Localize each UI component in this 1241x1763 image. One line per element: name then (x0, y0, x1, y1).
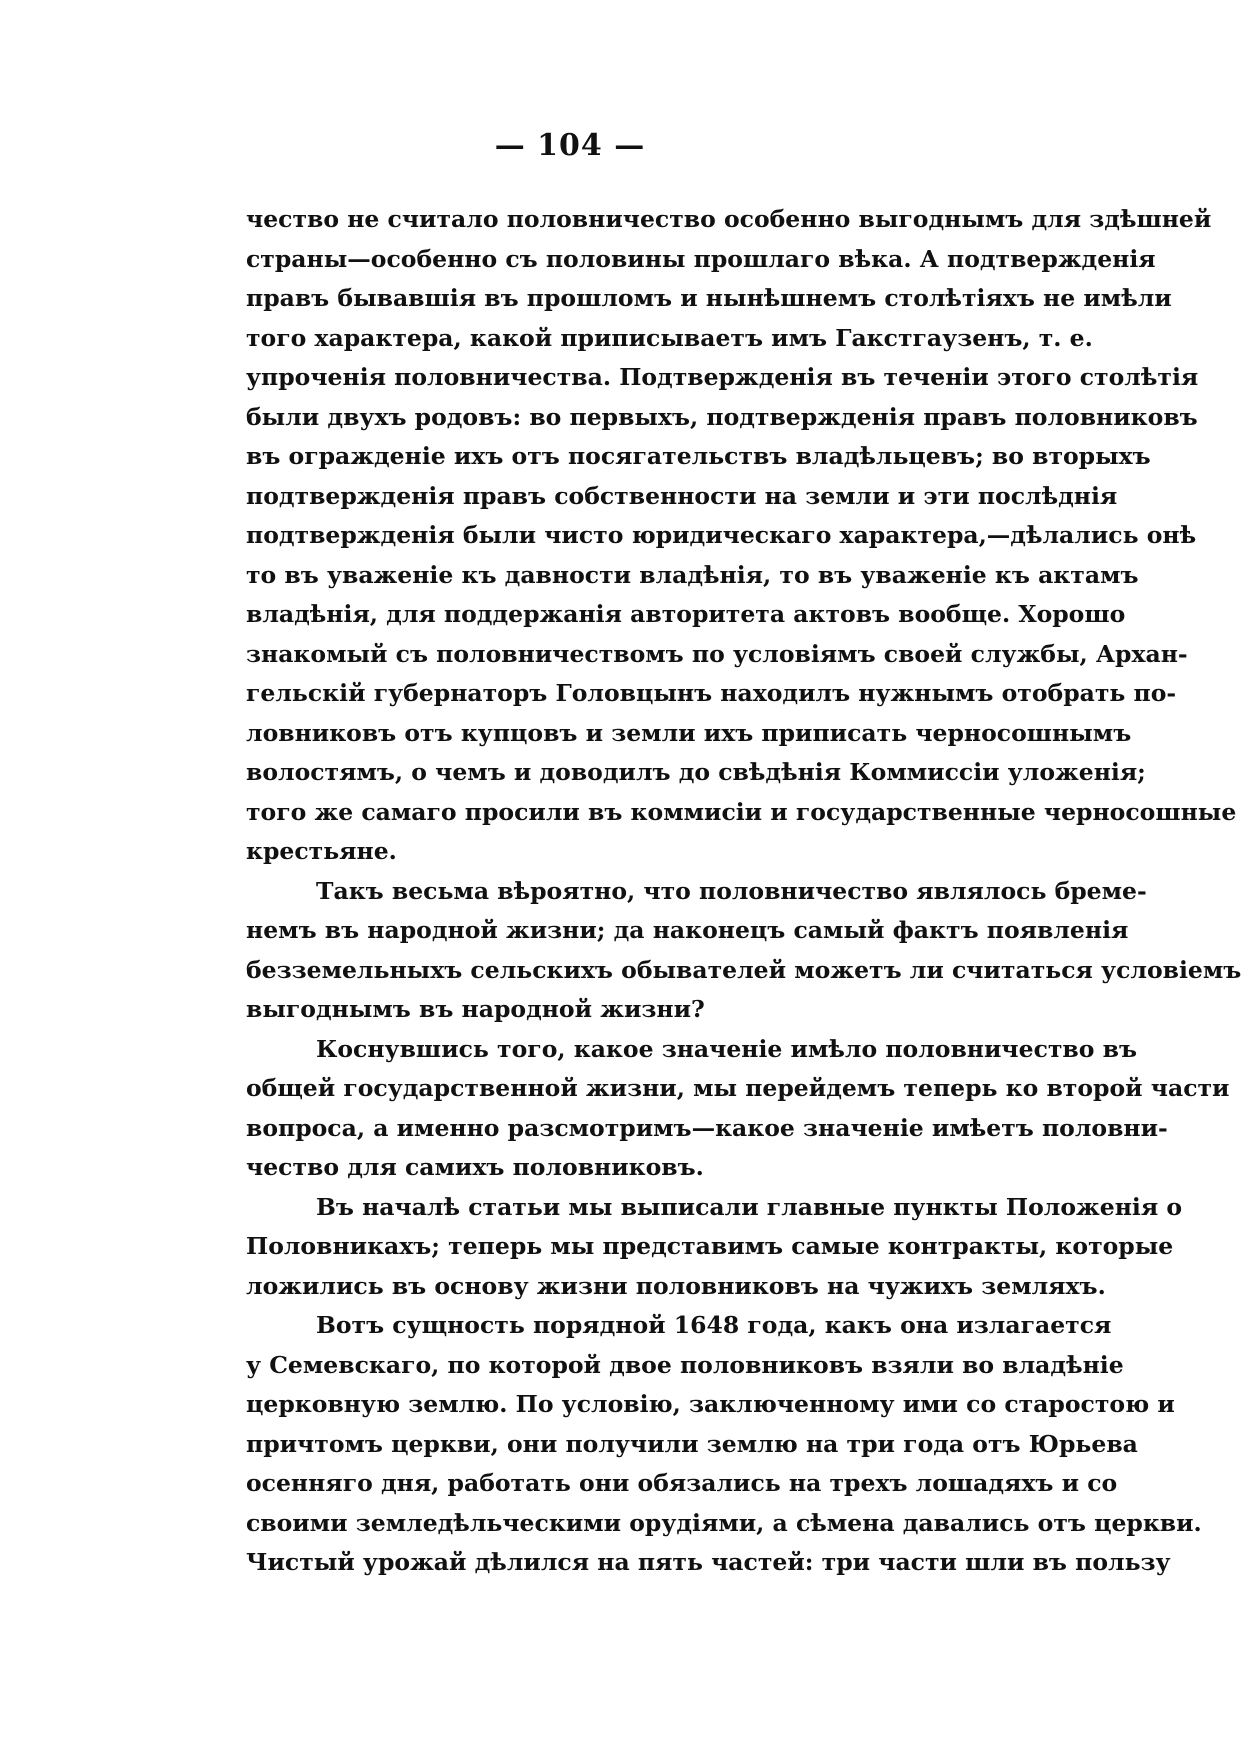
paragraph-3 (246, 1030, 1230, 1188)
text-line: знакомый съ половничествомъ по условіямъ своей службы, Архан- (246, 639, 1188, 668)
text-line: у Семевскаго, по которой двое половниковъ взяли во владѣніе (246, 1350, 1124, 1379)
text-line: чество для самихъ половниковъ. (246, 1153, 704, 1181)
text-line: владѣнія, для поддержанія авторитета актовъ вообще. Хорошо (246, 600, 1126, 628)
paragraph-4 (246, 1188, 1183, 1307)
text-line: подтвержденія были чисто юридическаго характера,—дѣлались онѣ (246, 521, 1197, 549)
text-line: общей государственной жизни, мы перейдемъ теперь ко второй части (246, 1074, 1230, 1102)
text-line: того характера, какой приписываетъ имъ Гакстгаузенъ, т. е. (246, 323, 1093, 352)
paragraph-5 (246, 1306, 1202, 1583)
text-line: Коснувшись того, какое значеніе имѣло половничество въ (316, 1034, 1137, 1063)
paragraph-1 (246, 200, 1237, 872)
text-line: выгоднымъ въ народной жизни? (246, 995, 705, 1023)
text-line: осенняго дня, работать они обязались на трехъ лошадяхъ и со (246, 1469, 1118, 1497)
text-line: то въ уваженіе къ давности владѣнія, то въ уваженіе къ актамъ (246, 560, 1139, 589)
text-line: упроченія половничества. Подтвержденія въ теченіи этого столѣтія (246, 363, 1199, 391)
text-line: чество не считало половничество особенно выгоднымъ для здѣшней (246, 205, 1212, 233)
text-line: Въ началѣ статьи мы выписали главные пункты Положенія о (316, 1192, 1183, 1221)
text-line: безземельныхъ сельскихъ обывателей можетъ ли считаться условіемъ (246, 955, 1241, 984)
text-line: ложились въ основу жизни половниковъ на чужихъ земляхъ. (246, 1271, 1106, 1300)
text-line: своими земледѣльческими орудіями, а сѣмена давались отъ церкви. (246, 1508, 1202, 1537)
body-text (246, 200, 1241, 1583)
text-line: въ огражденіе ихъ отъ посягательствъ владѣльцевъ; во вторыхъ (246, 442, 1151, 470)
text-line: причтомъ церкви, они получили землю на три года отъ Юрьева (246, 1429, 1138, 1458)
text-line: Такъ весьма вѣроятно, что половничество являлось бреме- (316, 876, 1147, 905)
text-line: страны—особенно съ половины прошлаго вѣка. А подтвержденія (246, 244, 1156, 273)
text-line: гельскій губернаторъ Головцынъ находилъ нужнымъ отобрать по- (246, 679, 1177, 707)
paragraph-2 (246, 872, 1241, 1030)
page-number: — 104 — (494, 128, 646, 163)
text-line: крестьяне. (246, 837, 397, 865)
text-line: правъ бывавшія въ прошломъ и нынѣшнемъ столѣтіяхъ не имѣли (246, 284, 1172, 312)
text-line: волостямъ, о чемъ и доводилъ до свѣдѣнія Коммиссіи уложенія; (246, 758, 1146, 786)
text-line: Половникахъ; теперь мы представимъ самые контракты, которые (246, 1232, 1174, 1260)
text-line: немъ въ народной жизни; да наконецъ самый фактъ появленія (246, 916, 1129, 944)
text-line: вопроса, а именно разсмотримъ—какое значеніе имѣетъ половни- (246, 1113, 1168, 1142)
text-line: того же самаго просили въ коммисіи и государственные черносошные (246, 797, 1237, 826)
text-line: ловниковъ отъ купцовъ и земли ихъ приписать черносошнымъ (246, 718, 1132, 747)
text-line: Чистый урожай дѣлился на пять частей: три части шли въ пользу (246, 1548, 1171, 1576)
text-line: Вотъ сущность порядной 1648 года, какъ она излагается (316, 1311, 1112, 1339)
text-line: были двухъ родовъ: во первыхъ, подтвержденія правъ половниковъ (246, 402, 1198, 431)
text-line: церковную землю. По условію, заключенному ими со старостою и (246, 1390, 1175, 1418)
text-line: подтвержденія правъ собственности на земли и эти послѣднія (246, 481, 1118, 510)
